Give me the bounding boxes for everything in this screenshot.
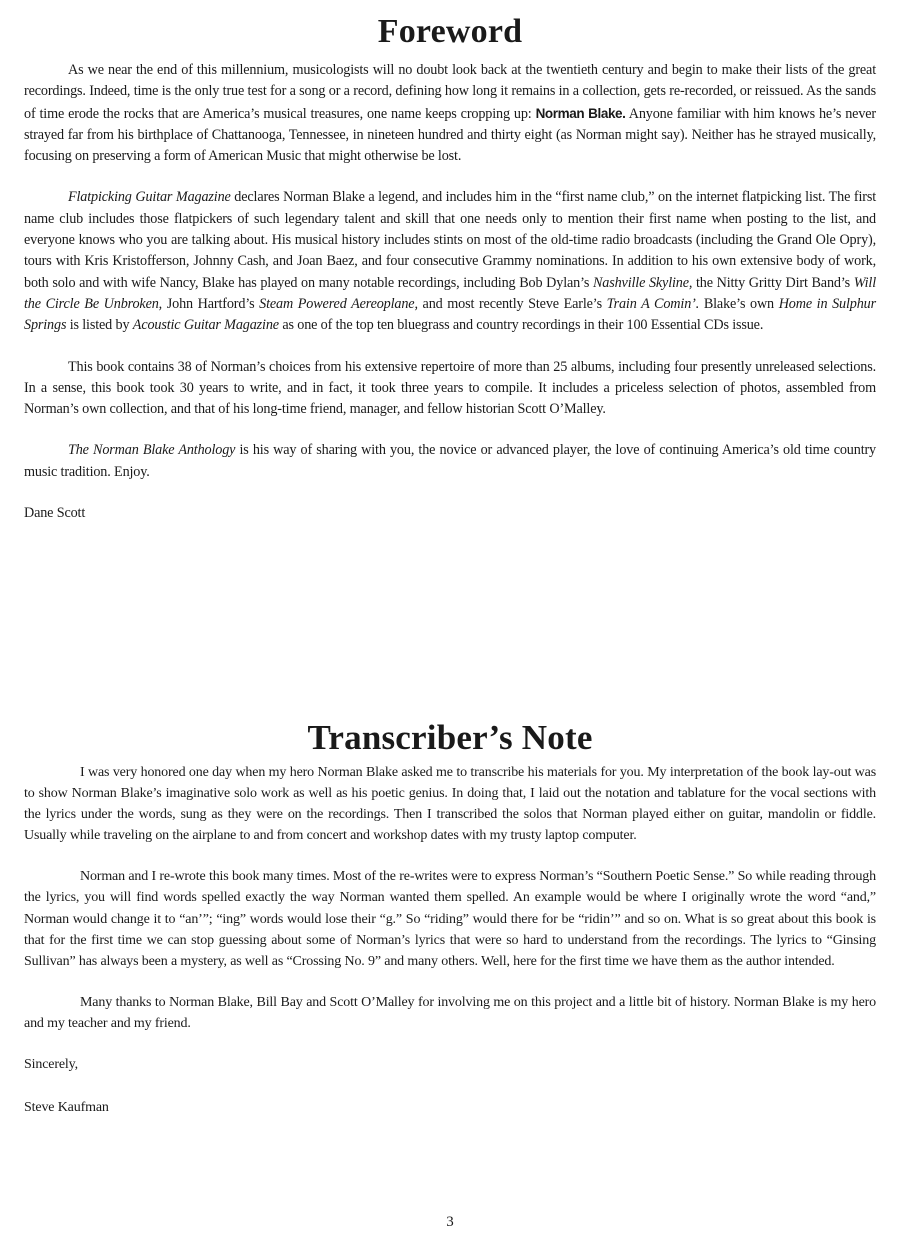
foreword-paragraph-3: This book contains 38 of Norman’s choices from his extensive repertoire of more than 25 albums, including four presently unreleased selections. In a sense, this book took 30 years to write, and in fact, it took three years to compile. It includes a priceless selection of photos, assembled from Norman’s own collection, and that of his long-time friend, manager, and fellow historian Scott O’Malley.: [24, 358, 876, 418]
transcriber-paragraph-3: Many thanks to Norman Blake, Bill Bay and Scott O’Malley for involving me on this project and a little bit of history. Norman Blake is my hero and my teacher and my friend.: [24, 994, 876, 1031]
title-nashville-skyline: Nashville Skyline,: [592, 274, 693, 291]
foreword-p2-text-5: Blake’s own: [699, 295, 779, 312]
transcriber-signature: Steve Kaufman: [24, 1100, 109, 1116]
foreword-p2-text-1: declares Norman Blake a legend, and includes him in the “first name club,” on the internet flatpicking list. The first name club includes those flatpickers of such legendary talent and skill that one needs only to mention their first name when posting to the list, and everyone knows who you are talking about. His musical history includes stints on most of the old-time radio broadcasts (including the Grand Ole Opry), tours with Kris Kristofferson, Johnny Cash, and Joan Baez, and four consecutive Grammy nominations. In addition to his own extensive body of work, both solo and with wife Nancy, Blake has played on many notable recordings, including Bob Dylan’s: [24, 189, 876, 291]
foreword-paragraph-4: [24, 440, 876, 483]
norman-blake-bold: Norman Blake.: [535, 105, 626, 121]
title-will-the-circle: Will the Circle Be Unbroken,: [24, 274, 877, 312]
title-steam-powered-aereoplane: Steam Powered Aereoplane,: [259, 295, 418, 312]
foreword-p2-text-6: is listed by: [66, 317, 133, 334]
foreword-p2-text-4: and most recently Steve Earle’s: [417, 295, 607, 312]
page-number: 3: [446, 1214, 454, 1230]
title-acoustic-guitar-magazine: Acoustic Guitar Magazine: [132, 317, 279, 334]
transcriber-note-heading: Transcriber’s Note: [307, 718, 593, 757]
title-home-in-sulphur-springs: Home in Sulphur Springs: [24, 295, 876, 334]
title-train-a-comin: Train A Comin’.: [606, 295, 700, 312]
transcriber-paragraph-2: Norman and I re-wrote this book many times. Most of the re-writes were to express Norman’s “Southern Poetic Sense.” So while reading through the lyrics, you will find words spelled exactly the way Norman wanted them spelled. An example would be where I originally wrote the word “and,” Norman would change it to “an’”; “ing” words would lose their “g.” So “riding” would there for be “ridin’” and so on. What is so great about this book is that for the first time we can stop guessing about some of Norman’s lyrics that were so hard to understand from the recordings. The lyrics to “Ginsing Sullivan” has always been a mystery, as well as “Crossing No. 9” and many others. Well, here for the first time we have them as the author intended.: [24, 869, 876, 969]
foreword-p2-text-3: John Hartford’s: [162, 295, 260, 312]
foreword-p2-text-7: as one of the top ten bluegrass and country recordings in their 100 Essential CDs issue.: [278, 317, 764, 334]
foreword-paragraph-1: [24, 60, 876, 167]
title-norman-blake-anthology: The Norman Blake Anthology: [68, 442, 236, 459]
foreword-heading: Foreword: [377, 13, 523, 50]
foreword-p1-text-a: As we near the end of this millennium, musicologists will no doubt look back at the twentieth century and begin to make their lists of the great recordings. Indeed, time is the only true test for a song or a record, defining how long it remains in a collection, gets re-recorded, or reissued. As the sands of time erode the rocks that are America’s musical treasures, one name keeps cropping up:: [24, 62, 876, 122]
foreword-signature: Dane Scott: [24, 505, 86, 522]
title-flatpicking-guitar-magazine: Flatpicking Guitar Magazine: [68, 189, 231, 206]
foreword-paragraph-2: [24, 187, 876, 336]
foreword-body: [24, 60, 876, 524]
transcriber-paragraph-1: I was very honored one day when my hero Norman Blake asked me to transcribe his materials for you. My interpretation of the book lay-out was to show Norman Blake’s imaginative solo work as well as his poetic genius. In doing that, I laid out the notation and tablature for the vocal sections with the lyrics under the words, sung as they were on the recordings. Then I transcribed the solos that Norman played either on guitar, mandolin or fiddle. Usually while traveling on the airplane to and from concert and workshop dates with my trusty laptop computer.: [24, 765, 876, 844]
foreword-p2-text-2: the Nitty Gritty Dirt Band’s: [692, 274, 854, 291]
transcriber-closing: Sincerely,: [24, 1057, 78, 1073]
foreword-p1-text-b: Anyone familiar with him knows he’s never strayed far from his birthplace of Chattanooga, Tennessee, in nineteen hundred and thirty eight (as Norman might say). Neither has he strayed musically, focusing on preserving a form of American Music that might otherwise be lost.: [24, 105, 876, 165]
transcriber-note-body: [24, 762, 876, 1118]
foreword-p4-text: is his way of sharing with you, the novice or advanced player, the love of continuing America’s old time country music tradition. Enjoy.: [24, 442, 877, 480]
